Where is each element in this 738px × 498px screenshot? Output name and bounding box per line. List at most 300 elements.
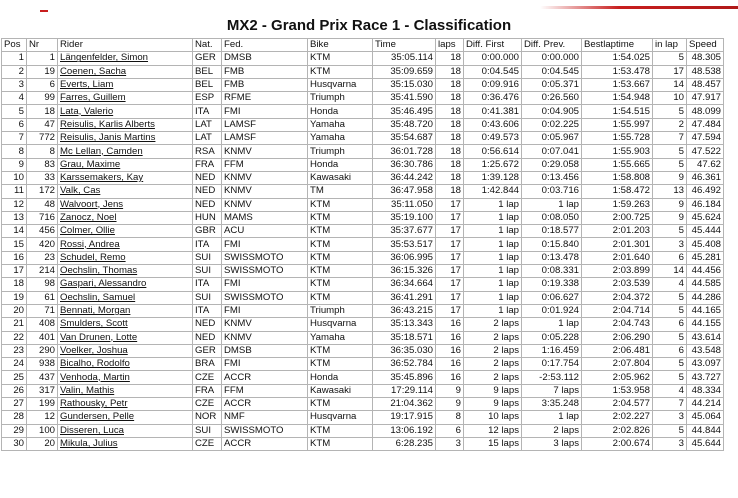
cell-pos: 2 xyxy=(2,65,27,78)
cell-bike: Kawasaki xyxy=(308,171,373,184)
cell-pos: 22 xyxy=(2,331,27,344)
cell-nr: 290 xyxy=(27,344,58,357)
cell-time: 17:29.114 xyxy=(373,384,436,397)
cell-pos: 8 xyxy=(2,145,27,158)
cell-bestlaptime: 1:53.478 xyxy=(582,65,653,78)
cell-bestlaptime: 1:54.515 xyxy=(582,105,653,118)
cell-in-lap: 13 xyxy=(653,185,687,198)
cell-nat: BEL xyxy=(193,65,222,78)
rider-link[interactable]: Bicalho, Rodolfo xyxy=(58,358,193,371)
table-row xyxy=(2,344,724,357)
cell-time: 35:41.590 xyxy=(373,92,436,105)
cell-laps: 17 xyxy=(436,291,464,304)
header-row xyxy=(2,39,724,52)
cell-pos: 4 xyxy=(2,92,27,105)
cell-bestlaptime: 1:59.263 xyxy=(582,198,653,211)
table-row xyxy=(2,105,724,118)
cell-bike: KTM xyxy=(308,238,373,251)
cell-nr: 317 xyxy=(27,384,58,397)
cell-bestlaptime: 2:06.290 xyxy=(582,331,653,344)
cell-speed: 44.456 xyxy=(687,265,724,278)
rider-link[interactable]: Farres, Guillem xyxy=(58,92,193,105)
cell-diff-prev: 7 laps xyxy=(522,384,582,397)
cell-diff-first: 9 laps xyxy=(464,398,522,411)
table-row xyxy=(2,92,724,105)
cell-speed: 48.305 xyxy=(687,52,724,65)
cell-diff-first: 1 lap xyxy=(464,198,522,211)
cell-pos: 10 xyxy=(2,171,27,184)
cell-in-lap: 2 xyxy=(653,118,687,131)
cell-pos: 7 xyxy=(2,132,27,145)
table-row xyxy=(2,318,724,331)
cell-bestlaptime: 1:58.808 xyxy=(582,171,653,184)
cell-nat: ITA xyxy=(193,105,222,118)
cell-fed: FMI xyxy=(222,278,308,291)
cell-diff-first: 2 laps xyxy=(464,318,522,331)
cell-nr: 61 xyxy=(27,291,58,304)
cell-in-lap: 5 xyxy=(653,145,687,158)
cell-fed: KNMV xyxy=(222,145,308,158)
cell-in-lap: 5 xyxy=(653,304,687,317)
rider-link[interactable]: Valin, Mathis xyxy=(58,384,193,397)
cell-speed: 44.214 xyxy=(687,398,724,411)
cell-bestlaptime: 2:04.372 xyxy=(582,291,653,304)
table-row xyxy=(2,78,724,91)
cell-bike: KTM xyxy=(308,424,373,437)
cell-diff-first: 0:43.606 xyxy=(464,118,522,131)
table-row xyxy=(2,238,724,251)
cell-speed: 45.444 xyxy=(687,225,724,238)
cell-diff-first: 15 laps xyxy=(464,437,522,450)
rider-link[interactable]: Karssemakers, Kay xyxy=(58,171,193,184)
cell-diff-prev: 0:13.456 xyxy=(522,171,582,184)
cell-speed: 44.286 xyxy=(687,291,724,304)
rider-link[interactable]: Van Drunen, Lotte xyxy=(58,331,193,344)
cell-time: 36:41.291 xyxy=(373,291,436,304)
cell-laps: 18 xyxy=(436,185,464,198)
column-header-rider: Rider xyxy=(58,39,193,52)
cell-speed: 44.155 xyxy=(687,318,724,331)
cell-nr: 172 xyxy=(27,185,58,198)
table-row xyxy=(2,371,724,384)
cell-in-lap: 7 xyxy=(653,398,687,411)
cell-nr: 19 xyxy=(27,65,58,78)
cell-diff-first: 10 laps xyxy=(464,411,522,424)
cell-fed: RFME xyxy=(222,92,308,105)
cell-time: 35:18.571 xyxy=(373,331,436,344)
rider-link[interactable]: Lata, Valerio xyxy=(58,105,193,118)
cell-bike: Husqvarna xyxy=(308,318,373,331)
cell-pos: 1 xyxy=(2,52,27,65)
cell-nat: CZE xyxy=(193,371,222,384)
cell-fed: DMSB xyxy=(222,52,308,65)
cell-diff-first: 12 laps xyxy=(464,424,522,437)
cell-diff-prev: 1 lap xyxy=(522,318,582,331)
cell-bike: KTM xyxy=(308,211,373,224)
cell-diff-first: 0:09.916 xyxy=(464,78,522,91)
cell-pos: 15 xyxy=(2,238,27,251)
cell-diff-prev: 0:03.716 xyxy=(522,185,582,198)
cell-in-lap: 5 xyxy=(653,225,687,238)
cell-speed: 44.844 xyxy=(687,424,724,437)
cell-bike: KTM xyxy=(308,225,373,238)
cell-fed: FFM xyxy=(222,384,308,397)
rider-link[interactable]: Zanocz, Noel xyxy=(58,211,193,224)
cell-diff-first: 2 laps xyxy=(464,331,522,344)
cell-bike: KTM xyxy=(308,398,373,411)
cell-time: 36:01.728 xyxy=(373,145,436,158)
rider-link[interactable]: Venhoda, Martin xyxy=(58,371,193,384)
table-row xyxy=(2,278,724,291)
cell-speed: 47.62 xyxy=(687,158,724,171)
cell-nr: 48 xyxy=(27,198,58,211)
cell-diff-first: 0:36.476 xyxy=(464,92,522,105)
cell-nat: GBR xyxy=(193,225,222,238)
cell-speed: 43.548 xyxy=(687,344,724,357)
cell-in-lap: 14 xyxy=(653,265,687,278)
cell-fed: ACCR xyxy=(222,371,308,384)
cell-nat: NED xyxy=(193,185,222,198)
cell-in-lap: 5 xyxy=(653,105,687,118)
cell-nat: SUI xyxy=(193,265,222,278)
cell-time: 35:15.030 xyxy=(373,78,436,91)
cell-nr: 214 xyxy=(27,265,58,278)
cell-bike: Triumph xyxy=(308,92,373,105)
rider-link[interactable]: Mikula, Julius xyxy=(58,437,193,450)
cell-diff-prev: 0:17.754 xyxy=(522,358,582,371)
cell-bestlaptime: 1:53.667 xyxy=(582,78,653,91)
cell-diff-prev: 0:05.967 xyxy=(522,132,582,145)
cell-nat: ITA xyxy=(193,278,222,291)
cell-speed: 47.594 xyxy=(687,132,724,145)
cell-diff-prev: 1 lap xyxy=(522,198,582,211)
rider-link[interactable]: Mc Lellan, Camden xyxy=(58,145,193,158)
cell-bestlaptime: 2:02.826 xyxy=(582,424,653,437)
cell-time: 35:13.343 xyxy=(373,318,436,331)
cell-in-lap: 9 xyxy=(653,198,687,211)
rider-link[interactable]: Reisulis, Janis Martins xyxy=(58,132,193,145)
cell-pos: 26 xyxy=(2,384,27,397)
cell-diff-first: 0:56.614 xyxy=(464,145,522,158)
rider-link[interactable]: Rathousky, Petr xyxy=(58,398,193,411)
rider-link[interactable]: Rossi, Andrea xyxy=(58,238,193,251)
cell-diff-prev: 0:05.371 xyxy=(522,78,582,91)
cell-fed: FMI xyxy=(222,238,308,251)
cell-fed: FMI xyxy=(222,304,308,317)
cell-diff-prev: 1 lap xyxy=(522,411,582,424)
table-row xyxy=(2,251,724,264)
cell-bike: Triumph xyxy=(308,145,373,158)
table-row xyxy=(2,291,724,304)
rider-link[interactable]: Disseren, Luca xyxy=(58,424,193,437)
cell-in-lap: 14 xyxy=(653,78,687,91)
cell-in-lap: 9 xyxy=(653,211,687,224)
cell-fed: FFM xyxy=(222,158,308,171)
cell-time: 36:35.030 xyxy=(373,344,436,357)
cell-nat: BRA xyxy=(193,358,222,371)
cell-nr: 716 xyxy=(27,211,58,224)
cell-diff-prev: 0:18.577 xyxy=(522,225,582,238)
cell-pos: 29 xyxy=(2,424,27,437)
table-row xyxy=(2,398,724,411)
cell-diff-first: 1:25.672 xyxy=(464,158,522,171)
cell-bike: Honda xyxy=(308,105,373,118)
cell-nr: 83 xyxy=(27,158,58,171)
cell-pos: 18 xyxy=(2,278,27,291)
cell-laps: 6 xyxy=(436,424,464,437)
column-header-pos: Pos xyxy=(2,39,27,52)
rider-link[interactable]: Colmer, Ollie xyxy=(58,225,193,238)
table-row xyxy=(2,225,724,238)
cell-nat: SUI xyxy=(193,424,222,437)
cell-pos: 25 xyxy=(2,371,27,384)
cell-in-lap: 3 xyxy=(653,411,687,424)
page-title: MX2 - Grand Prix Race 1 - Classification xyxy=(226,17,512,34)
cell-bestlaptime: 1:53.958 xyxy=(582,384,653,397)
cell-in-lap: 5 xyxy=(653,158,687,171)
cell-in-lap: 17 xyxy=(653,65,687,78)
cell-nr: 8 xyxy=(27,145,58,158)
rider-link[interactable]: Coenen, Sacha xyxy=(58,65,193,78)
cell-diff-first: 1 lap xyxy=(464,265,522,278)
cell-nat: RSA xyxy=(193,145,222,158)
rider-link[interactable]: Reisulis, Karlis Alberts xyxy=(58,118,193,131)
cell-nat: NOR xyxy=(193,411,222,424)
cell-diff-first: 1 lap xyxy=(464,211,522,224)
cell-bike: KTM xyxy=(308,437,373,450)
table-row xyxy=(2,411,724,424)
cell-fed: FMI xyxy=(222,358,308,371)
column-header-nr: Nr xyxy=(27,39,58,52)
cell-nat: NED xyxy=(193,318,222,331)
cell-in-lap: 9 xyxy=(653,171,687,184)
cell-bestlaptime: 1:55.665 xyxy=(582,158,653,171)
cell-fed: ACU xyxy=(222,225,308,238)
cell-diff-prev: 0:19.338 xyxy=(522,278,582,291)
cell-nr: 98 xyxy=(27,278,58,291)
cell-in-lap: 5 xyxy=(653,424,687,437)
rider-link[interactable]: Längenfelder, Simon xyxy=(58,52,193,65)
cell-fed: ACCR xyxy=(222,437,308,450)
cell-speed: 43.614 xyxy=(687,331,724,344)
cell-time: 35:46.495 xyxy=(373,105,436,118)
cell-time: 36:52.784 xyxy=(373,358,436,371)
cell-pos: 5 xyxy=(2,105,27,118)
cell-time: 36:15.326 xyxy=(373,265,436,278)
cell-in-lap: 5 xyxy=(653,371,687,384)
cell-fed: ACCR xyxy=(222,398,308,411)
cell-bike: KTM xyxy=(308,265,373,278)
table-row xyxy=(2,132,724,145)
cell-bestlaptime: 2:04.714 xyxy=(582,304,653,317)
cell-in-lap: 4 xyxy=(653,384,687,397)
cell-time: 36:47.958 xyxy=(373,185,436,198)
cell-nr: 938 xyxy=(27,358,58,371)
table-row xyxy=(2,304,724,317)
column-header-in-lap: in lap xyxy=(653,39,687,52)
rider-link[interactable]: Walvoort, Jens xyxy=(58,198,193,211)
cell-nr: 18 xyxy=(27,105,58,118)
cell-pos: 13 xyxy=(2,211,27,224)
cell-nr: 199 xyxy=(27,398,58,411)
cell-diff-first: 1 lap xyxy=(464,291,522,304)
column-header-fed: Fed. xyxy=(222,39,308,52)
cell-speed: 46.492 xyxy=(687,185,724,198)
column-header-speed: Speed xyxy=(687,39,724,52)
cell-speed: 46.361 xyxy=(687,171,724,184)
table-row xyxy=(2,171,724,184)
cell-diff-prev: 0:08.331 xyxy=(522,265,582,278)
cell-laps: 18 xyxy=(436,52,464,65)
cell-time: 36:34.664 xyxy=(373,278,436,291)
cell-time: 35:05.114 xyxy=(373,52,436,65)
rider-link[interactable]: Everts, Liam xyxy=(58,78,193,91)
rider-link[interactable]: Voelker, Joshua xyxy=(58,344,193,357)
cell-time: 35:48.720 xyxy=(373,118,436,131)
cell-laps: 18 xyxy=(436,65,464,78)
table-row xyxy=(2,185,724,198)
cell-bestlaptime: 2:04.743 xyxy=(582,318,653,331)
rider-link[interactable]: Oechslin, Samuel xyxy=(58,291,193,304)
cell-laps: 16 xyxy=(436,371,464,384)
cell-diff-prev: -2:53.112 xyxy=(522,371,582,384)
column-header-laps: laps xyxy=(436,39,464,52)
cell-speed: 48.457 xyxy=(687,78,724,91)
cell-diff-first: 1 lap xyxy=(464,225,522,238)
rider-link[interactable]: Gaspari, Alessandro xyxy=(58,278,193,291)
cell-diff-prev: 0:04.905 xyxy=(522,105,582,118)
cell-pos: 21 xyxy=(2,318,27,331)
cell-in-lap: 5 xyxy=(653,331,687,344)
cell-time: 6:28.235 xyxy=(373,437,436,450)
cell-bike: Husqvarna xyxy=(308,78,373,91)
cell-bike: Honda xyxy=(308,158,373,171)
cell-laps: 16 xyxy=(436,318,464,331)
cell-time: 13:06.192 xyxy=(373,424,436,437)
cell-time: 36:43.215 xyxy=(373,304,436,317)
column-header-nat: Nat. xyxy=(193,39,222,52)
cell-pos: 20 xyxy=(2,304,27,317)
rider-link[interactable]: Schudel, Remo xyxy=(58,251,193,264)
cell-bike: KTM xyxy=(308,344,373,357)
column-header-bestlaptime: Bestlaptime xyxy=(582,39,653,52)
cell-laps: 17 xyxy=(436,225,464,238)
cell-nat: LAT xyxy=(193,118,222,131)
cell-nat: FRA xyxy=(193,158,222,171)
table-row xyxy=(2,424,724,437)
cell-speed: 48.538 xyxy=(687,65,724,78)
rider-link[interactable]: Bennati, Morgan xyxy=(58,304,193,317)
rider-link[interactable]: Smulders, Scott xyxy=(58,318,193,331)
cell-laps: 18 xyxy=(436,92,464,105)
cell-diff-prev: 0:00.000 xyxy=(522,52,582,65)
cell-in-lap: 5 xyxy=(653,291,687,304)
cell-speed: 45.624 xyxy=(687,211,724,224)
cell-speed: 45.408 xyxy=(687,238,724,251)
column-header-bike: Bike xyxy=(308,39,373,52)
cell-pos: 30 xyxy=(2,437,27,450)
cell-fed: SWISSMOTO xyxy=(222,265,308,278)
cell-fed: MAMS xyxy=(222,211,308,224)
cell-nat: SUI xyxy=(193,251,222,264)
cell-diff-prev: 0:15.840 xyxy=(522,238,582,251)
cell-laps: 18 xyxy=(436,132,464,145)
cell-fed: FMB xyxy=(222,65,308,78)
table-row xyxy=(2,198,724,211)
cell-bestlaptime: 2:03.899 xyxy=(582,265,653,278)
cell-diff-prev: 0:02.225 xyxy=(522,118,582,131)
cell-speed: 44.585 xyxy=(687,278,724,291)
table-row xyxy=(2,265,724,278)
cell-laps: 18 xyxy=(436,145,464,158)
rider-link[interactable]: Oechslin, Thomas xyxy=(58,265,193,278)
cell-speed: 43.727 xyxy=(687,371,724,384)
cell-nat: CZE xyxy=(193,437,222,450)
cell-bestlaptime: 1:54.025 xyxy=(582,52,653,65)
cell-diff-first: 2 laps xyxy=(464,358,522,371)
cell-laps: 18 xyxy=(436,171,464,184)
cell-pos: 16 xyxy=(2,251,27,264)
cell-diff-prev: 0:04.545 xyxy=(522,65,582,78)
cell-time: 36:44.242 xyxy=(373,171,436,184)
cell-laps: 18 xyxy=(436,78,464,91)
accent-mark xyxy=(40,10,48,12)
table-row xyxy=(2,65,724,78)
rider-link[interactable]: Gundersen, Pelle xyxy=(58,411,193,424)
cell-laps: 16 xyxy=(436,331,464,344)
cell-diff-prev: 0:08.050 xyxy=(522,211,582,224)
cell-nr: 408 xyxy=(27,318,58,331)
cell-laps: 8 xyxy=(436,411,464,424)
cell-bike: KTM xyxy=(308,358,373,371)
cell-bestlaptime: 1:55.903 xyxy=(582,145,653,158)
table-row xyxy=(2,118,724,131)
cell-fed: FMI xyxy=(222,105,308,118)
cell-bestlaptime: 1:58.472 xyxy=(582,185,653,198)
cell-fed: KNMV xyxy=(222,198,308,211)
cell-time: 36:30.786 xyxy=(373,158,436,171)
cell-fed: DMSB xyxy=(222,344,308,357)
cell-speed: 46.184 xyxy=(687,198,724,211)
cell-pos: 19 xyxy=(2,291,27,304)
cell-in-lap: 5 xyxy=(653,52,687,65)
cell-bestlaptime: 2:03.539 xyxy=(582,278,653,291)
cell-bestlaptime: 2:00.674 xyxy=(582,437,653,450)
cell-laps: 16 xyxy=(436,344,464,357)
cell-bestlaptime: 2:01.640 xyxy=(582,251,653,264)
cell-laps: 9 xyxy=(436,398,464,411)
cell-laps: 18 xyxy=(436,118,464,131)
cell-in-lap: 7 xyxy=(653,132,687,145)
column-header-time: Time xyxy=(373,39,436,52)
cell-nat: GER xyxy=(193,52,222,65)
cell-pos: 6 xyxy=(2,118,27,131)
cell-bike: Kawasaki xyxy=(308,384,373,397)
cell-nr: 456 xyxy=(27,225,58,238)
table-row xyxy=(2,52,724,65)
cell-diff-first: 9 laps xyxy=(464,384,522,397)
cell-diff-first: 0:49.573 xyxy=(464,132,522,145)
cell-fed: LAMSF xyxy=(222,118,308,131)
rider-link[interactable]: Valk, Cas xyxy=(58,185,193,198)
cell-pos: 3 xyxy=(2,78,27,91)
rider-link[interactable]: Grau, Maxime xyxy=(58,158,193,171)
cell-bestlaptime: 1:55.997 xyxy=(582,118,653,131)
cell-in-lap: 6 xyxy=(653,344,687,357)
cell-bike: Husqvarna xyxy=(308,411,373,424)
cell-diff-first: 0:41.381 xyxy=(464,105,522,118)
cell-bestlaptime: 2:06.481 xyxy=(582,344,653,357)
